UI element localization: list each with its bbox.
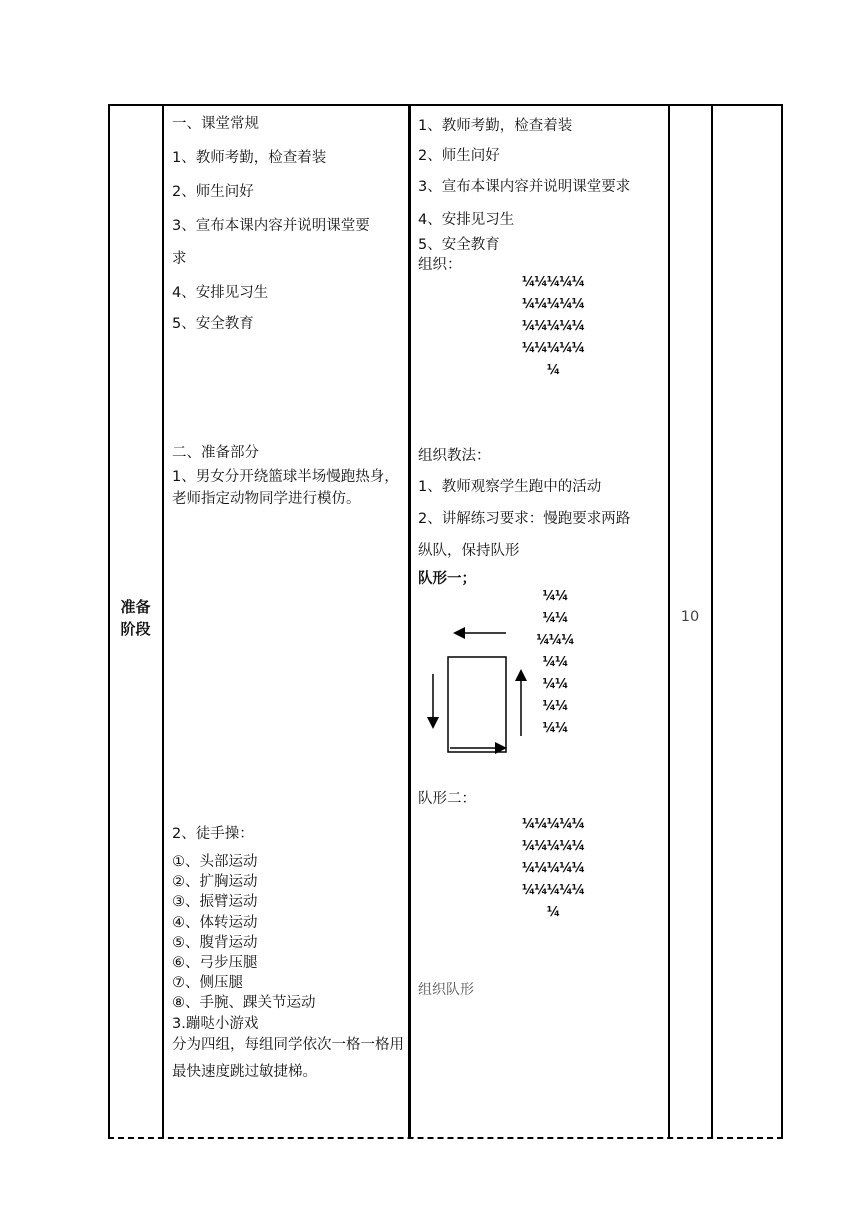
column-divider <box>711 104 713 1138</box>
formation2-grid <box>498 814 608 924</box>
game-text: 分为四组，每组同学依次一格一格用最快速度跳过敏捷梯。 <box>172 1037 404 1080</box>
freehand-item: ⑤、腹背运动 <box>172 934 258 951</box>
running-route-diagram <box>426 624 536 754</box>
grid-row: ¼¼ <box>542 677 568 692</box>
method-item: 4、安排见习生 <box>418 212 515 228</box>
routine-heading: 一、课堂常规 <box>172 116 259 132</box>
grid-row: ¼¼¼¼¼ <box>521 883 585 898</box>
freehand-item: ⑦、侧压腿 <box>172 975 243 992</box>
formation1-label: 队形一； <box>418 571 476 587</box>
grid-row: ¼¼ <box>542 589 568 604</box>
formation-grid <box>498 272 608 382</box>
grid-row: ¼¼ <box>542 655 568 670</box>
grid-row: ¼¼¼¼¼ <box>521 839 585 854</box>
grid-row: ¼¼¼ <box>536 633 574 648</box>
grid-row: ¼¼¼¼¼ <box>521 861 585 876</box>
stage-label-line: 准备 <box>120 598 151 616</box>
routine-item: 求 <box>172 251 187 267</box>
grid-row: ¼¼ <box>542 721 568 736</box>
column-divider <box>408 104 411 1138</box>
table-bottom-border <box>108 1137 783 1139</box>
grid-row: ¼¼¼¼¼ <box>521 275 585 290</box>
teach-item: 1、教师观察学生跑中的活动 <box>418 479 602 495</box>
freehand-item: ⑧、手腕、踝关节运动 <box>172 995 316 1012</box>
grid-row: ¼¼¼¼¼ <box>521 817 585 832</box>
game-heading: 3.蹦哒小游戏 <box>172 1015 259 1032</box>
routine-item: 3、宣布本课内容并说明课堂要 <box>172 218 370 234</box>
method-item: 5、安全教育 <box>418 237 500 253</box>
prep-text: 1、男女分开绕篮球半场慢跑热身，老师指定动物同学进行模仿。 <box>172 469 399 507</box>
prep-heading: 二、准备部分 <box>172 445 259 461</box>
grid-row: ¼¼¼¼¼ <box>521 341 585 356</box>
lesson-plan-table <box>108 104 783 1140</box>
grid-row: ¼¼¼¼¼ <box>521 297 585 312</box>
freehand-item: ③、振臂运动 <box>172 894 258 911</box>
routine-item: 2、师生问好 <box>172 184 254 200</box>
method-item: 3、宣布本课内容并说明课堂要求 <box>418 179 631 195</box>
freehand-heading: 2、徒手操： <box>172 826 254 842</box>
grid-row: ¼ <box>546 905 560 920</box>
org-formation-label: 组织队形 <box>418 982 474 998</box>
method-item: 1、教师考勤，检查着装 <box>418 118 573 134</box>
stage-label-line: 阶段 <box>120 620 151 638</box>
freehand-item: ④、体转运动 <box>172 914 258 931</box>
grid-row: ¼ <box>546 363 560 378</box>
formation2-label: 队形二： <box>418 791 476 807</box>
column-divider <box>781 104 783 1138</box>
time-value: 10 <box>680 609 700 625</box>
teach-item: 2、讲解练习要求：慢跑要求两路 <box>418 511 631 527</box>
table-top-border <box>108 104 783 106</box>
method-item: 2、师生问好 <box>418 148 500 164</box>
routine-item: 5、安全教育 <box>172 316 254 332</box>
freehand-item: ⑥、弓步压腿 <box>172 955 258 972</box>
freehand-item: ①、头部运动 <box>172 854 258 870</box>
routine-item: 4、安排见习生 <box>172 285 269 301</box>
teach-item: 纵队，保持队形 <box>418 543 520 559</box>
teach-label: 组织教法： <box>418 448 491 464</box>
grid-row: ¼¼¼¼¼ <box>521 319 585 334</box>
stage-label <box>108 596 163 640</box>
routine-item: 1、教师考勤，检查着装 <box>172 150 327 166</box>
freehand-item: ②、扩胸运动 <box>172 874 258 891</box>
grid-row: ¼¼ <box>542 699 568 714</box>
grid-row: ¼¼ <box>542 611 568 626</box>
org-label: 组织： <box>418 257 462 273</box>
freehand-list <box>172 852 316 1034</box>
court-rectangle <box>448 657 506 752</box>
